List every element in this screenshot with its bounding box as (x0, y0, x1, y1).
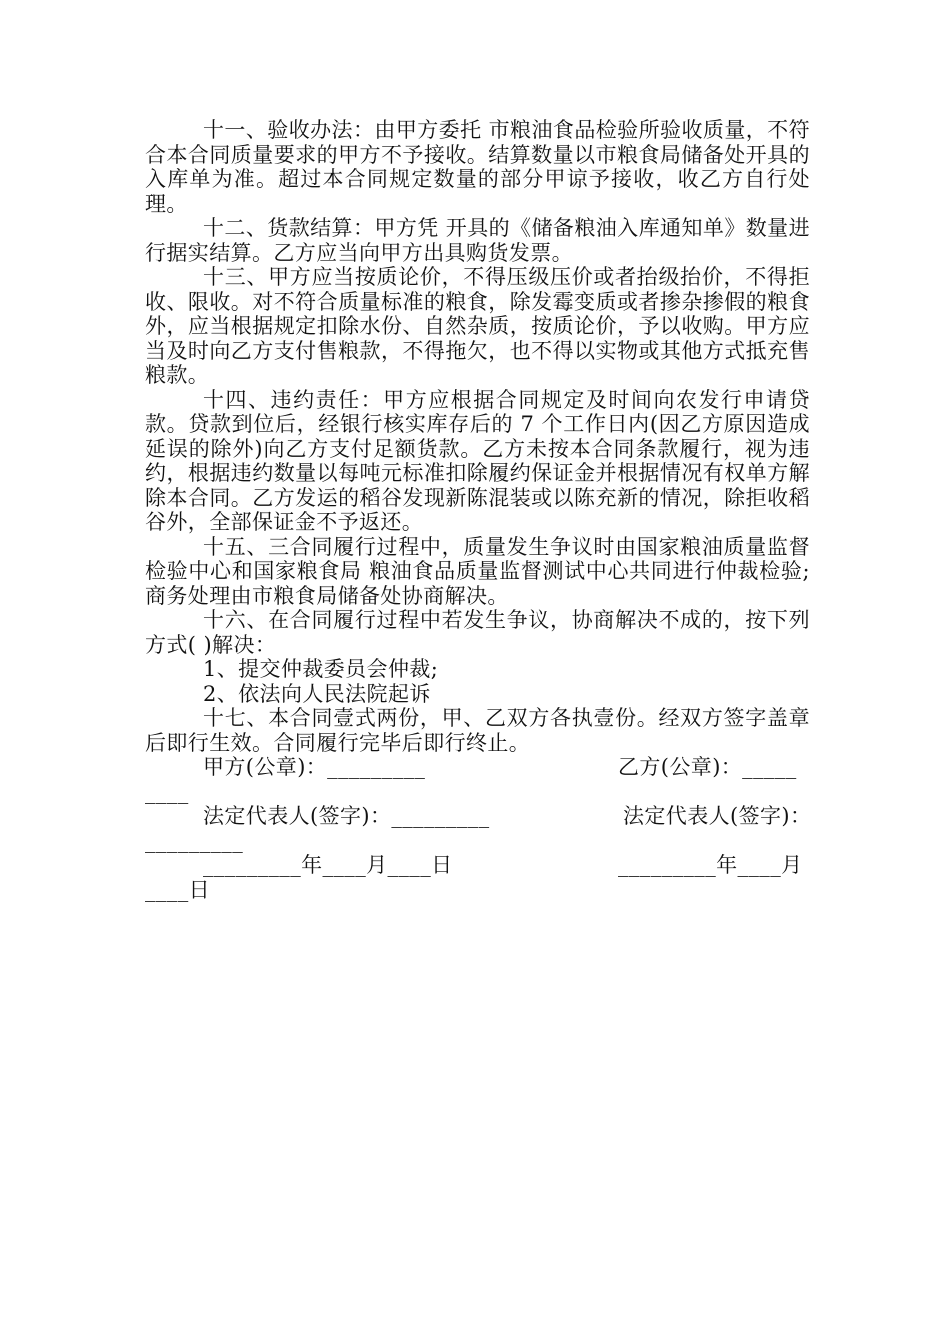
clause-17: 十七、本合同壹式两份，甲、乙双方各执壹份。经双方签字盖章后即行生效。合同履行完毕后即行终止。 (145, 706, 810, 755)
party-b-seal: 乙方(公章)：_____ (618, 755, 797, 779)
contract-page (145, 118, 810, 902)
party-b-representative-continuation: _________ (145, 828, 244, 853)
date-row (145, 853, 810, 878)
seal-row (145, 755, 810, 780)
party-a-date: _________年____月____日 (203, 853, 453, 877)
representative-row (145, 804, 810, 829)
clause-16: 十六、在合同履行过程中若发生争议，协商解决不成的，按下列方式( )解决： (145, 608, 810, 657)
party-a-seal: 甲方(公章)：_________ (203, 755, 426, 779)
clause-16-option-2: 2、依法向人民法院起诉 (203, 681, 431, 706)
clause-14: 十四、违约责任：甲方应根据合同规定及时间向农发行申请贷款。贷款到位后，经银行核实库存后的 7 个工作日内(因乙方原因造成延误的除外)向乙方支付足额货款。乙方未按本合同条款履行，视为违约，根据违约数量以每吨元标准扣除履约保证金并根据情况有权单方解除本合同。乙方发运的稻谷发现新陈混装或以陈充新的情况，除拒收稻谷外，全部保证金不予返还。 (145, 387, 810, 534)
party-b-date-continuation: ____日 (145, 877, 210, 902)
party-b-representative: 法定代表人(签字)： (623, 804, 812, 828)
party-b-seal-continuation: ____ (145, 779, 189, 804)
clause-12: 十二、货款结算：甲方凭 开具的《储备粮油入库通知单》数量进行据实结算。乙方应当向甲方出具购货发票。 (145, 216, 810, 265)
clause-11: 十一、验收办法：由甲方委托 市粮油食品检验所验收质量，不符合本合同质量要求的甲方不予接收。结算数量以市粮食局储备处开具的入库单为准。超过本合同规定数量的部分甲谅予接收，收乙方自行处理。 (145, 118, 810, 216)
party-b-date: _________年____月 (618, 853, 803, 877)
clause-15: 十五、三合同履行过程中，质量发生争议时由国家粮油质量监督检验中心和国家粮食局 粮油食品质量监督测试中心共同进行仲裁检验;商务处理由市粮食局储备处协商解决。 (145, 534, 810, 608)
clause-13: 十三、甲方应当按质论价，不得压级压价或者抬级抬价，不得拒收、限收。对不符合质量标准的粮食，除发霉变质或者掺杂掺假的粮食外，应当根据规定扣除水份、自然杂质，按质论价，予以收购。甲方应当及时向乙方支付售粮款，不得拖欠，也不得以实物或其他方式抵充售粮款。 (145, 265, 810, 387)
party-a-representative: 法定代表人(签字)：_________ (203, 804, 490, 828)
clause-16-option-1: 1、提交仲裁委员会仲裁; (203, 657, 439, 681)
